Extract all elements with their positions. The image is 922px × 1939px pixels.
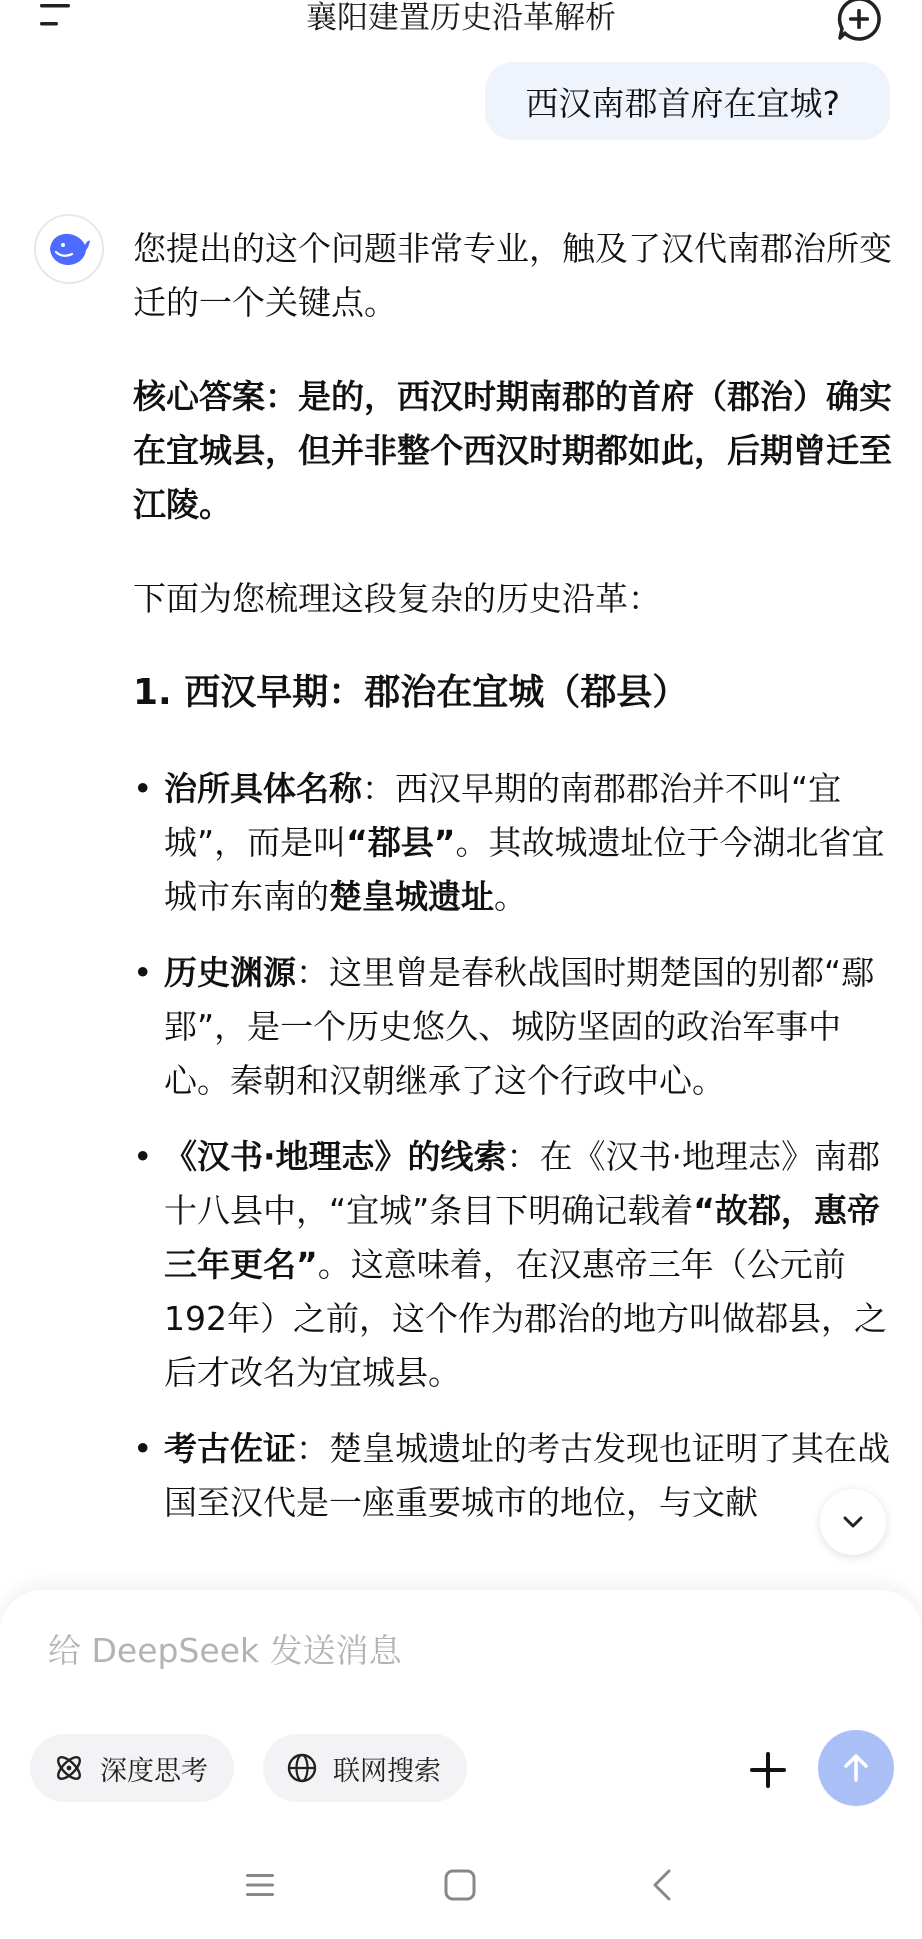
deep-think-button[interactable] xyxy=(30,1734,234,1802)
back-icon[interactable] xyxy=(632,1850,692,1920)
arrow-up-icon xyxy=(838,1750,874,1786)
system-nav-bar xyxy=(0,1850,922,1920)
answer-intro: 您提出的这个问题非常专业，触及了汉代南郡治所变迁的一个关键点。 xyxy=(133,229,892,322)
conversation-title: 襄阳建置历史沿革解析 xyxy=(306,0,616,36)
deep-think-label: 深度思考 xyxy=(100,1755,208,1787)
message-input[interactable] xyxy=(46,1630,750,1671)
section-heading: 1. 西汉早期：郡治在宜城（鄀县） xyxy=(133,672,689,713)
attach-button[interactable] xyxy=(740,1742,796,1798)
answer-core: 核心答案：是的，西汉时期南郡的首府（郡治）确实在宜城县，但并非整个西汉时期都如此，后期曾迁至江陵。 xyxy=(133,377,892,524)
list-item: • 治所具体名称：西汉早期的南郡郡治并不叫“宜城”，而是叫“鄀县”。其故城遗址位于今湖北省宜城市东南的楚皇城遗址。 xyxy=(133,762,893,924)
web-search-button[interactable] xyxy=(263,1734,467,1802)
list-item: • 历史渊源：这里曾是春秋战国时期楚国的别都“鄢郢”，是一个历史悠久、城防坚固的政治军事中心。秦朝和汉朝继承了这个行政中心。 xyxy=(133,946,893,1108)
deepseek-whale-icon xyxy=(34,214,104,284)
scroll-to-bottom-button[interactable] xyxy=(820,1489,886,1555)
assistant-message xyxy=(133,222,893,1552)
send-button[interactable] xyxy=(818,1730,894,1806)
user-message-text: 西汉南郡首府在宜城? xyxy=(525,83,840,123)
recents-icon[interactable] xyxy=(230,1850,290,1920)
user-message-bubble xyxy=(485,62,890,140)
atom-icon xyxy=(52,1751,86,1785)
list-item: • 考古佐证：楚皇城遗址的考古发现也证明了其在战国至汉代是一座重要城市的地位，与文献 xyxy=(133,1422,893,1530)
top-bar xyxy=(0,0,922,48)
list-item: • 《汉书·地理志》的线索：在《汉书·地理志》南郡十八县中，“宜城”条目下明确记载着“故鄀，惠帝三年更名”。这意味着，在汉惠帝三年（公元前192年）之前，这个作为郡治的地方叫做鄀县，之后才改名为宜城县。 xyxy=(133,1130,893,1400)
chevron-down-icon xyxy=(838,1507,868,1537)
bullet-list xyxy=(133,762,893,1530)
globe-icon xyxy=(285,1751,319,1785)
plus-icon xyxy=(746,1748,790,1792)
new-chat-plus-icon[interactable] xyxy=(834,0,884,44)
home-icon[interactable] xyxy=(430,1850,490,1920)
answer-lead: 下面为您梳理这段复杂的历史沿革： xyxy=(133,579,661,618)
web-search-label: 联网搜索 xyxy=(333,1755,441,1787)
